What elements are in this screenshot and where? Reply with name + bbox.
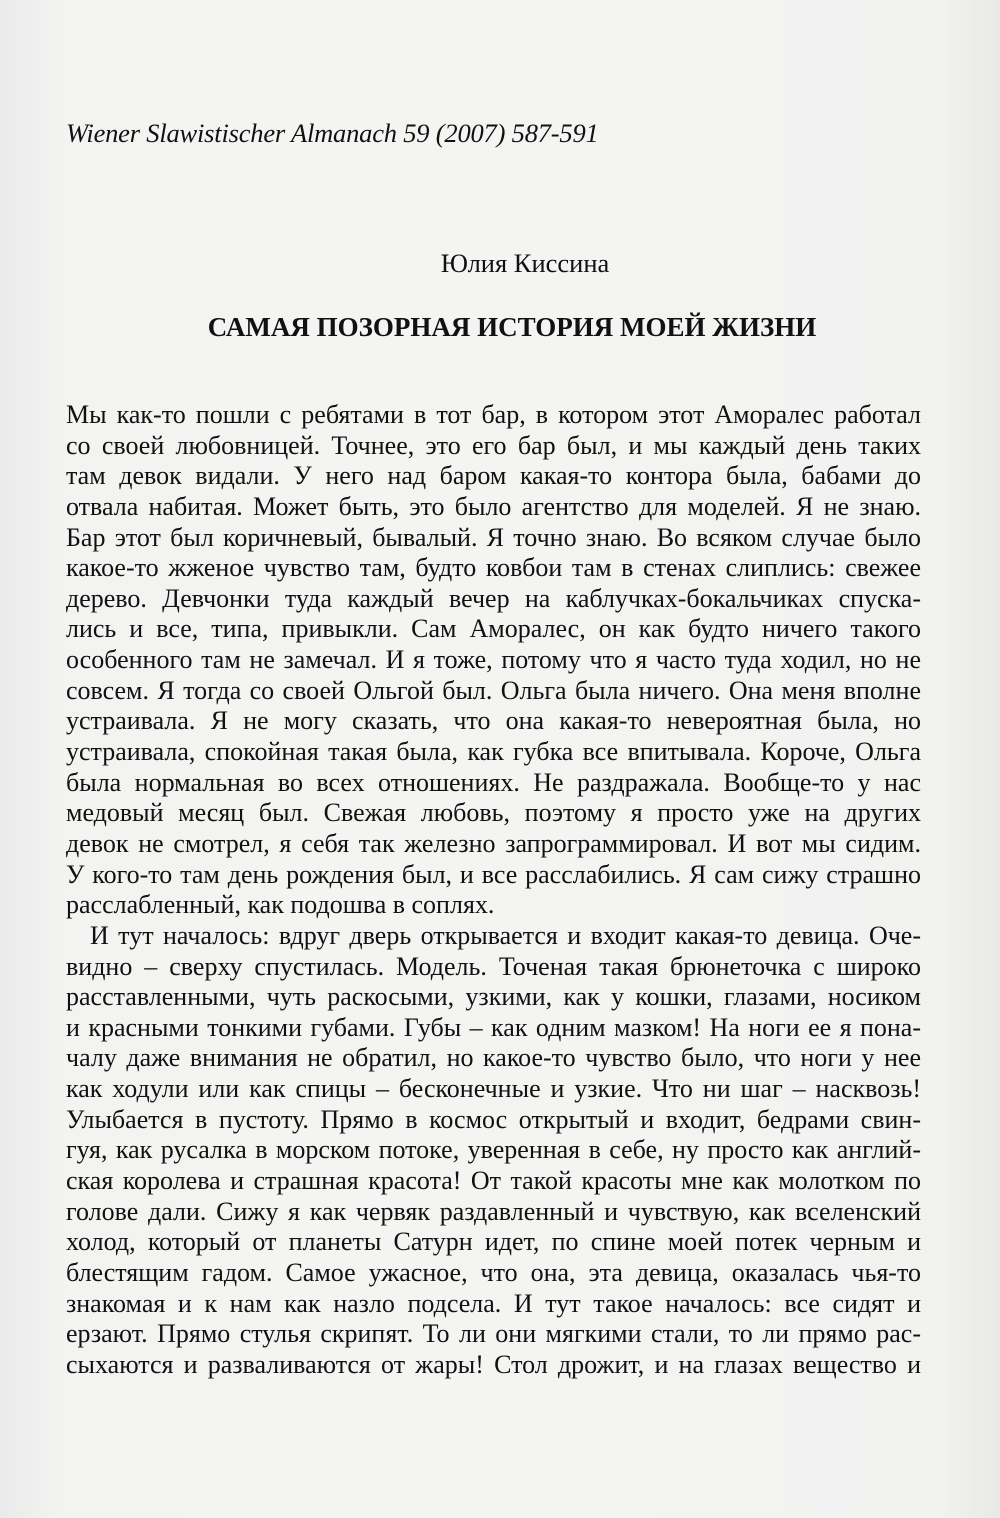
text-line: расслабленный, как подошва в соплях.	[66, 890, 495, 920]
text-line: устраивала, спокойная такая была, как губка все впитывала. Короче, Ольга	[66, 737, 921, 767]
author-name: Юлия Киссина	[440, 248, 610, 278]
text-line: расставленными, чуть раскосыми, узкими, как у кошки, глазами, носиком	[66, 982, 921, 1012]
text-line: Улыбается в пустоту. Прямо в космос открытый и входит, бедрами свин-	[66, 1104, 921, 1134]
text-line: гуя, как русалка в морском потоке, уверенная в себе, ну просто как англий-	[66, 1135, 921, 1165]
text-line: была нормальная во всех отношениях. Не раздражала. Вообще-то у нас	[66, 767, 921, 797]
text-line: голове дали. Сижу я как червяк раздавленный и чувствую, как вселенский	[66, 1196, 921, 1226]
paragraph-1	[66, 400, 921, 921]
text-line: видно – сверху спустилась. Модель. Точеная такая брюнеточка с широко	[66, 951, 921, 981]
text-line: лись и все, типа, привыкли. Сам Аморалес, он как будто ничего такого	[66, 614, 921, 644]
text-line: дерево. Девчонки туда каждый вечер на каблучках-бокальчиках спуска-	[66, 583, 921, 613]
text-line: знакомая и к нам как назло подсела. И тут такое началось: все сидят и	[66, 1288, 921, 1318]
text-line: ерзают. Прямо стулья скрипят. То ли они мягкими стали, то ли прямо рас-	[66, 1319, 921, 1349]
text-line: со своей любовницей. Точнее, это его бар был, и мы каждый день таких	[66, 430, 921, 460]
text-line: сыхаются и разваливаются от жары! Стол дрожит, и на глазах вещество и	[66, 1349, 921, 1379]
paragraph-2	[66, 921, 921, 1381]
text-line: там девок видали. У него над баром какая-то контора была, бабами до	[66, 461, 921, 491]
article-body	[66, 400, 921, 1381]
text-line: медовый месяц был. Свежая любовь, поэтому я просто уже на других	[66, 798, 921, 828]
text-line: блестящим гадом. Самое ужасное, что она, эта девица, оказалась чья-то	[66, 1257, 921, 1287]
text-line: У кого-то там день рождения был, и все расслабились. Я сам сижу страшно	[66, 859, 921, 889]
text-line: ская королева и страшная красота! От такой красоты мне как молотком по	[66, 1166, 921, 1196]
text-line: устраивала. Я не могу сказать, что она какая-то невероятная была, но	[66, 706, 921, 736]
text-line: как ходули или как спицы – бесконечные и узкие. Что ни шаг – насквозь!	[66, 1074, 921, 1104]
text-line: Бар этот был коричневый, бывалый. Я точно знаю. Во всяком случае было	[66, 522, 921, 552]
text-line: холод, который от планеты Сатурн идет, по спине моей потек черным и	[66, 1227, 921, 1257]
text-line: особенного там не замечал. И я тоже, потому что я часто туда ходил, но не	[66, 645, 921, 675]
text-line: девок не смотрел, я себя так железно запрограммировал. И вот мы сидим.	[66, 828, 921, 858]
text-line: и красными тонкими губами. Губы – как одним мазком! На ноги ее я пона-	[66, 1012, 921, 1042]
text-line: чалу даже внимания не обратил, но какое-то чувство было, что ноги у нее	[66, 1043, 921, 1073]
text-line: Мы как-то пошли с ребятами в тот бар, в котором этот Аморалес работал	[66, 400, 921, 429]
text-line: какое-то жженое чувство там, будто ковбои там в стенах слиплись: свежее	[66, 553, 921, 583]
text-line: отвала набитая. Может быть, это было агентство для моделей. Я не знаю.	[66, 491, 921, 521]
text-line: И тут началось: вдруг дверь открывается и входит какая-то девица. Оче-	[90, 920, 921, 950]
text-line: совсем. Я тогда со своей Ольгой был. Ольга была ничего. Она меня вполне	[66, 675, 921, 705]
journal-reference: Wiener Slawistischer Almanach 59 (2007) 587-591	[66, 118, 599, 148]
article-title: САМАЯ ПОЗОРНАЯ ИСТОРИЯ МОЕЙ ЖИЗНИ	[207, 312, 817, 342]
